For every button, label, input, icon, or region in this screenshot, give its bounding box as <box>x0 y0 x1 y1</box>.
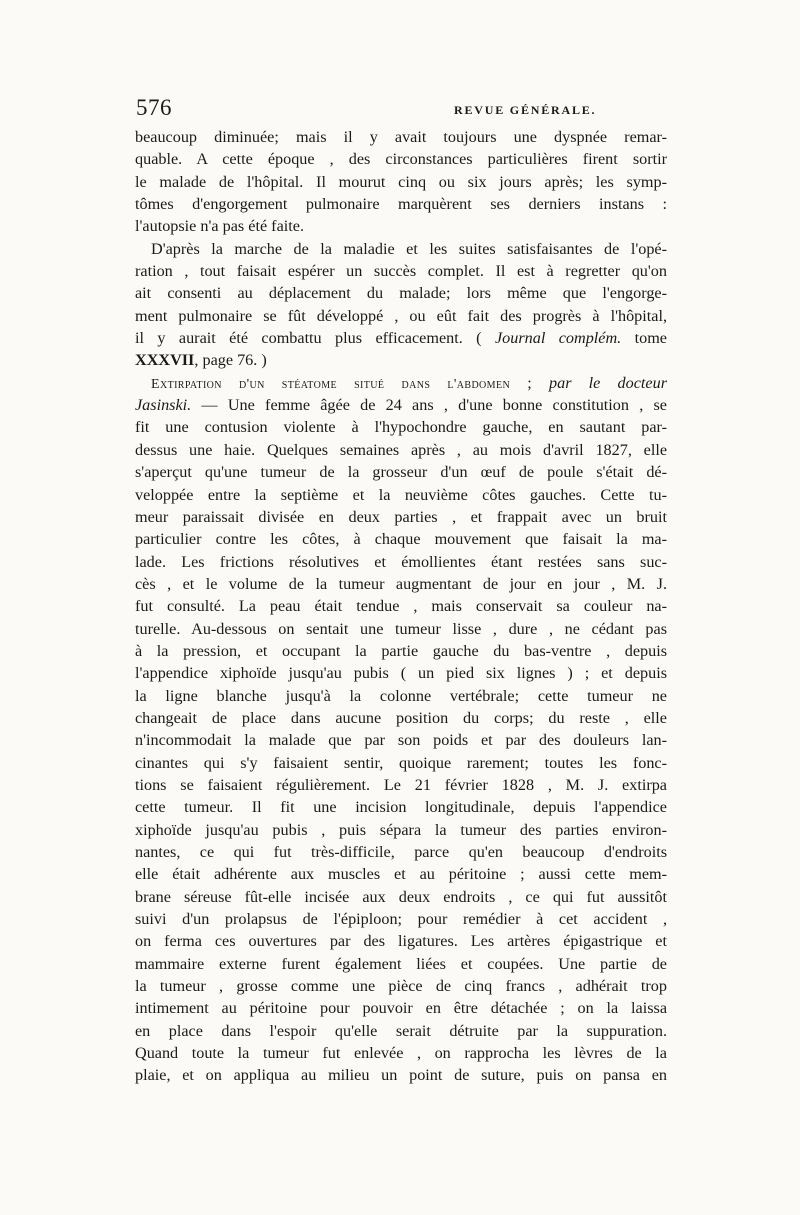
text-line: en place dans l'espoir qu'elle serait détruite par la suppuration. <box>135 1021 667 1040</box>
text-segment: — Une femme âgée de 24 ans , d'une bonne constitution , se <box>191 396 667 415</box>
section-heading-line <box>135 372 667 394</box>
text-line: à la pression, et occupant la partie gauche du bas-ventre , depuis <box>135 641 667 660</box>
text-line: fut consulté. La peau était tendue , mais conservait sa couleur na- <box>135 597 667 616</box>
text-line-citation-end <box>135 349 667 371</box>
text-segment: il y aurait été combattu plus efficacement. ( <box>135 329 495 348</box>
text-line: s'aperçut qu'une tumeur de la grosseur d'un œuf de poule s'était dé- <box>135 463 667 482</box>
text-line: turelle. Au-dessous on sentait une tumeur lisse , dure , ne cédant pas <box>135 619 667 638</box>
text-line: l'autopsie n'a pas été faite. <box>135 217 304 236</box>
text-segment: ; <box>510 373 549 392</box>
text-line: Quand toute la tumeur fut enlevée , on rapprocha les lèvres de la <box>135 1044 667 1063</box>
text-line: beaucoup diminuée; mais il y avait toujours une dyspnée remar- <box>135 128 667 146</box>
text-line: particulier contre les côtes, à chaque mouvement que faisait la ma- <box>135 530 667 549</box>
text-line: plaie, et on appliqua au milieu un point de suture, puis on pansa en <box>135 1066 667 1085</box>
text-line: ration , tout faisait espérer un succès complet. Il est à regretter qu'on <box>135 262 667 281</box>
text-line: intimement au péritoine pour pouvoir en être détachée ; on la laissa <box>135 999 667 1018</box>
section-author: Jasinski. <box>135 396 192 415</box>
text-line: cès , et le volume de la tumeur augmentant de jour en jour , M. J. <box>135 574 667 593</box>
text-segment: , page 76. ) <box>194 351 267 370</box>
text-line: meur paraissait divisée en deux parties , et frappait avec un bruit <box>135 507 667 526</box>
text-line-citation <box>135 327 667 349</box>
text-line: veloppée entre la septième et la neuvième côtes gauches. Cette tu- <box>135 485 667 504</box>
text-line: nantes, ce qui fut très-difficile, parce qu'en beaucoup d'endroits <box>135 843 667 861</box>
text-line: ment pulmonaire se fût développé , ou eût fait des progrès à l'hôpital, <box>135 306 667 325</box>
text-line: cette tumeur. Il fit une incision longitudinale, depuis l'appendice <box>135 798 667 817</box>
text-line: suivi d'un prolapsus de l'épiploon; pour remédier à cet accident , <box>135 910 667 929</box>
text-line: xiphoïde jusqu'au pubis , puis sépara la tumeur des parties environ- <box>135 820 667 839</box>
text-line: mammaire externe furent également liées et coupées. Une partie de <box>135 954 667 973</box>
journal-title: Journal complém. <box>494 329 622 348</box>
text-line: quable. A cette époque , des circonstances particulières firent sortir <box>135 150 667 169</box>
text-line: tômes d'engorgement pulmonaire marquèrent ses derniers instans : <box>135 195 667 214</box>
text-line: n'incommodait la malade que par son poids et par des douleurs lan- <box>135 731 667 750</box>
text-line: D'après la marche de la maladie et les suites satisfaisantes de l'opé- <box>151 239 667 258</box>
page-header <box>136 95 668 125</box>
text-line: on ferma ces ouvertures par des ligatures. Les artères épigastrique et <box>135 932 667 951</box>
text-line: fit une contusion violente à l'hypochondre gauche, en sautant par- <box>135 418 667 437</box>
text-line: ait consenti au déplacement du malade; lors même que l'engorge- <box>135 284 667 303</box>
section-title: Extirpation d'un stéatome situé dans l'abdomen <box>151 376 511 392</box>
text-line: dessus une haie. Quelques semaines après , au mois d'avril 1827, elle <box>135 440 667 459</box>
running-head: REVUE GÉNÉRALE. <box>454 103 597 117</box>
text-line: la ligne blanche jusqu'à la colonne vertébrale; cette tumeur ne <box>135 686 667 705</box>
text-line: le malade de l'hôpital. Il mourut cinq ou six jours après; les symp- <box>135 172 667 191</box>
text-line: la tumeur , grosse comme une pièce de cinq francs , adhérait trop <box>135 977 667 996</box>
body-text <box>135 126 667 1087</box>
text-line: elle était adhérente aux muscles et au péritoine ; aussi cette mem- <box>135 865 667 884</box>
volume-number: XXXVII <box>135 351 195 370</box>
text-line <box>135 394 667 416</box>
text-line: changeait de place dans aucune position du corps; du reste , elle <box>135 708 667 727</box>
text-line: lade. Les frictions résolutives et émollientes étant restées sans suc- <box>135 552 667 571</box>
section-byline: par le docteur <box>549 373 667 392</box>
text-segment: tome <box>621 329 667 348</box>
text-line: tions se faisaient régulièrement. Le 21 février 1828 , M. J. extirpa <box>135 775 667 794</box>
page-number: 576 <box>136 95 172 120</box>
text-line: l'appendice xiphoïde jusqu'au pubis ( un pied six lignes ) ; et depuis <box>135 664 667 683</box>
text-line: brane séreuse fût-elle incisée aux deux endroits , ce qui fut aussitôt <box>135 887 667 906</box>
text-line: cinantes qui s'y faisaient sentir, quoique rarement; toutes les fonc- <box>135 753 667 772</box>
